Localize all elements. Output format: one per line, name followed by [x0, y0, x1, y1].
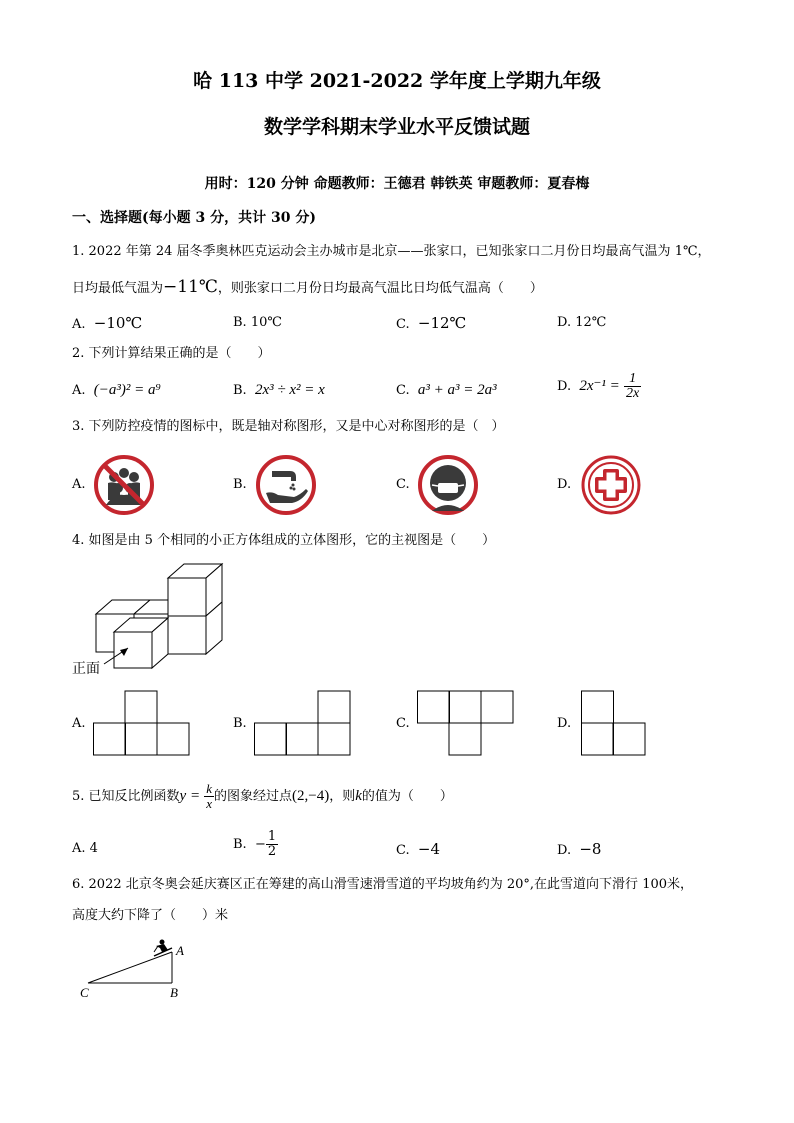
front-view-label: 正面 [72, 661, 100, 677]
q4-option-a-view[interactable] [93, 690, 193, 756]
exam-meta: 用时：120 分钟 命题教师：王德君 韩铁英 审题教师：夏春梅 [204, 176, 590, 192]
q5-option-c[interactable]: C. −4 [396, 840, 441, 858]
q4-label-d[interactable]: D. [557, 716, 572, 731]
q2-option-d[interactable]: D. 2x⁻¹ = $\frac{1}{2x}$ [557, 371, 640, 401]
q4-stem: 4. 如图是由 5 个相同的小正方体组成的立体图形，它的主视图是（ ） [72, 533, 496, 548]
medical-cross-icon[interactable] [581, 455, 641, 515]
mask-icon[interactable] [418, 455, 478, 515]
q4-option-d-view[interactable] [581, 690, 651, 756]
q1-option-a[interactable]: A. −10℃ [72, 314, 143, 332]
point-b-label: B [170, 985, 178, 1000]
q5-option-b[interactable]: B. − $\frac{1}{2}$ [233, 829, 277, 859]
title-line1: 哈 113 中学 2021-2022 学年度上学期九年级 [193, 70, 601, 92]
q1-option-c[interactable]: C. −12℃ [396, 314, 467, 332]
q1-option-b[interactable]: B. 10℃ [233, 315, 282, 330]
q6-stem-line1: 6. 2022 北京冬奥会延庆赛区正在筹建的高山滑雪速滑雪道的平均坡角约为 20°,在此雪道向下滑行 100米， [72, 877, 694, 892]
q2-stem: 2. 下列计算结果正确的是（ ） [72, 346, 271, 361]
q1-stem-line2: 日均最低气温为−11℃，则张家口二月份日均最高气温比日均低气温高（ ） [72, 277, 543, 297]
point-a-label: A [176, 943, 184, 958]
q2-option-a[interactable]: A. (−a³)² = a⁹ [72, 382, 161, 398]
q5-stem: 5. 已知反比例函数y = $\frac{k}{x}$ 的图象经过点(2,−4)，则k的值为（ ） [72, 781, 453, 811]
q6-stem-line2: 高度大约下降了（ ）米 [72, 908, 229, 923]
q3-label-c[interactable]: C. [396, 477, 410, 492]
q4-option-c-view[interactable] [417, 690, 517, 756]
point-c-label: C [80, 985, 89, 1000]
q4-label-c[interactable]: C. [396, 716, 410, 731]
q3-stem: 3. 下列防控疫情的图标中，既是轴对称图形，又是中心对称图形的是（ ） [72, 419, 505, 434]
q1-stem-line1: 1. 2022 年第 24 届冬季奥林匹克运动会主办城市是北京——张家口，已知张家口二月份日均最高气温为 1℃， [72, 244, 711, 259]
q3-label-a[interactable]: A. [72, 477, 86, 492]
q4-label-b[interactable]: B. [233, 716, 247, 731]
q5-option-a[interactable]: A. 4 [72, 841, 98, 856]
q3-label-d[interactable]: D. [557, 477, 572, 492]
q4-option-b-view[interactable] [254, 690, 354, 756]
q3-label-b[interactable]: B. [233, 477, 247, 492]
q5-option-d[interactable]: D. −8 [557, 840, 602, 858]
section-heading: 一、选择题(每小题 3 分，共计 30 分) [72, 210, 316, 226]
no-gathering-icon[interactable] [94, 455, 154, 515]
q4-label-a[interactable]: A. [72, 716, 86, 731]
q2-option-c[interactable]: C. a³ + a³ = 2a³ [396, 382, 497, 398]
q1-option-d[interactable]: D. 12℃ [557, 315, 607, 330]
q2-option-b[interactable]: B. 2x³ ÷ x² = x [233, 382, 325, 398]
title-line2: 数学学科期末学业水平反馈试题 [263, 116, 530, 138]
hand-wash-icon[interactable] [256, 455, 316, 515]
